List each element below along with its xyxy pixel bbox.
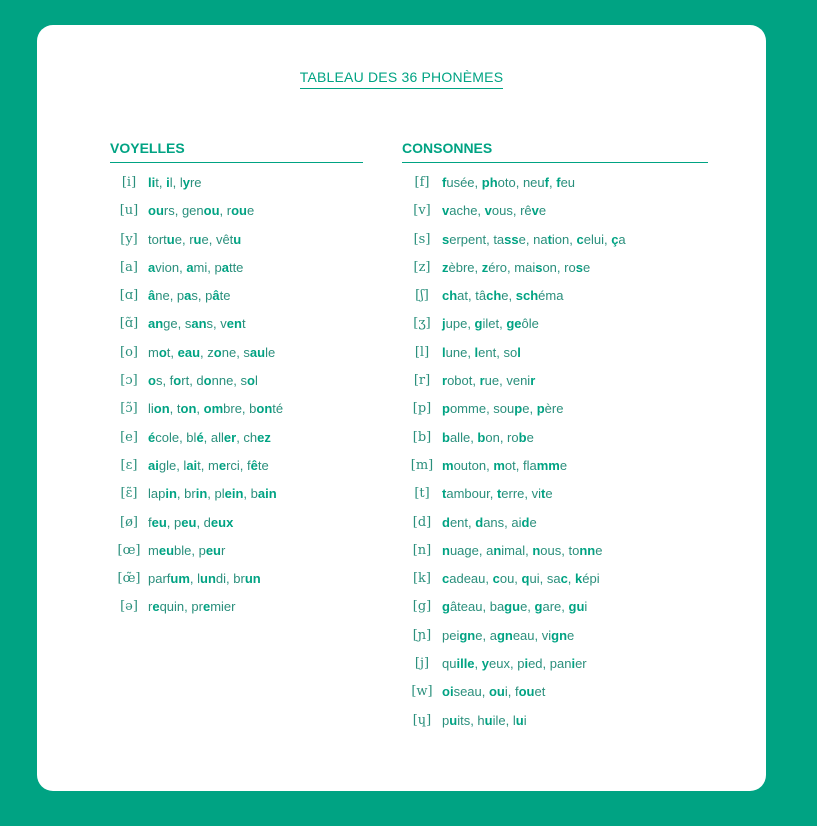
example-words: aigle, lait, merci, fête (148, 457, 269, 473)
phoneme-symbol: [j] (414, 656, 430, 672)
phoneme-row (402, 543, 708, 571)
example-words: zèbre, zéro, maison, rose (442, 259, 591, 275)
phoneme-symbol: [o] (120, 344, 138, 360)
phoneme-row (110, 260, 363, 288)
phoneme-row (110, 430, 363, 458)
phoneme-symbol: [ʃ] (415, 288, 429, 304)
phoneme-row (402, 345, 708, 373)
phoneme-row (402, 401, 708, 429)
phoneme-row (402, 373, 708, 401)
phoneme-symbol: [a] (120, 259, 138, 275)
title-wrap (37, 69, 766, 89)
phoneme-row (402, 175, 708, 203)
phoneme-row (402, 260, 708, 288)
example-words: tortue, rue, vêtu (148, 231, 242, 247)
phoneme-symbol: [ʒ] (413, 316, 431, 332)
phoneme-symbol: [g] (412, 599, 432, 615)
phoneme-symbol: [ɑ̃] (119, 316, 139, 332)
phoneme-symbol: [v] (413, 203, 431, 219)
phoneme-symbol: [z] (413, 259, 431, 275)
example-words: fusée, photo, neuf, feu (442, 175, 576, 190)
voyelles-heading: VOYELLES (110, 140, 363, 163)
consonnes-column (402, 140, 708, 741)
example-words: meuble, peur (148, 542, 226, 558)
phoneme-symbol: [m] (410, 457, 434, 473)
phoneme-symbol: [ɔ] (120, 373, 138, 389)
phoneme-symbol: [ɔ̃] (120, 401, 138, 417)
voyelles-column (110, 140, 363, 628)
example-words: jupe, gilet, geôle (442, 316, 539, 332)
consonnes-heading: CONSONNES (402, 140, 708, 163)
phoneme-row (110, 543, 363, 571)
example-words: avion, ami, patte (148, 259, 244, 275)
example-words: vache, vous, rêve (442, 203, 547, 219)
phoneme-symbol: [ɥ] (412, 712, 432, 728)
phoneme-row (402, 288, 708, 316)
example-words: école, blé, aller, chez (148, 429, 271, 445)
phoneme-row (110, 288, 363, 316)
example-words: lapin, brin, plein, bain (148, 486, 277, 502)
phoneme-symbol: [ɑ] (119, 288, 139, 304)
phoneme-row (110, 232, 363, 260)
example-words: os, fort, donne, sol (148, 373, 258, 389)
example-words: quille, yeux, pied, panier (442, 656, 587, 672)
phoneme-symbol: [ø] (120, 514, 138, 530)
phoneme-symbol: [p] (412, 401, 432, 417)
example-words: mot, eau, zone, saule (148, 344, 276, 360)
phoneme-row (110, 599, 363, 627)
example-words: parfum, lundi, brun (148, 571, 261, 587)
phoneme-symbol: [t] (414, 486, 430, 502)
phoneme-symbol: [s] (413, 231, 431, 247)
consonnes-list (402, 175, 708, 741)
example-words: requin, premier (148, 599, 236, 615)
phoneme-symbol: [ɲ] (412, 627, 432, 643)
example-words: peigne, agneau, vigne (442, 627, 575, 643)
phoneme-row (402, 430, 708, 458)
phoneme-row (110, 458, 363, 486)
phoneme-row (402, 599, 708, 627)
phoneme-row (110, 175, 363, 203)
example-words: lune, lent, sol (442, 344, 521, 360)
phoneme-symbol: [b] (412, 429, 432, 445)
example-words: cadeau, cou, qui, sac, képi (442, 571, 600, 587)
phoneme-symbol: [ɛ] (120, 457, 138, 473)
phoneme-row (402, 515, 708, 543)
phoneme-row (110, 373, 363, 401)
example-words: ours, genou, roue (148, 203, 255, 219)
phoneme-card (37, 25, 766, 791)
example-words: nuage, animal, nous, tonne (442, 542, 603, 558)
phoneme-symbol: [œ̃] (117, 571, 141, 587)
example-words: lion, ton, ombre, bonté (148, 401, 284, 417)
phoneme-symbol: [l] (414, 344, 430, 360)
phoneme-row (110, 486, 363, 514)
phoneme-symbol: [y] (120, 231, 138, 247)
phoneme-symbol: [e] (120, 429, 138, 445)
example-words: ange, sans, vent (148, 316, 246, 332)
example-words: dent, dans, aide (442, 514, 537, 530)
phoneme-row (110, 203, 363, 231)
phoneme-row (110, 316, 363, 344)
phoneme-row (402, 316, 708, 344)
phoneme-symbol: [r] (413, 373, 431, 389)
phoneme-symbol: [u] (119, 203, 139, 219)
phoneme-symbol: [w] (411, 684, 433, 700)
phoneme-row (402, 656, 708, 684)
phoneme-symbol: [d] (412, 514, 432, 530)
example-words: balle, bon, robe (442, 429, 534, 445)
phoneme-row (402, 232, 708, 260)
phoneme-row (402, 571, 708, 599)
example-words: mouton, mot, flamme (442, 457, 568, 473)
example-words: gâteau, bague, gare, gui (442, 599, 588, 615)
example-words: feu, peu, deux (148, 514, 234, 530)
phoneme-row (402, 203, 708, 231)
voyelles-list (110, 175, 363, 628)
phoneme-symbol: [n] (412, 542, 432, 558)
example-words: chat, tâche, schéma (442, 288, 564, 304)
phoneme-row (402, 684, 708, 712)
phoneme-row (402, 713, 708, 741)
example-words: pomme, soupe, père (442, 401, 564, 417)
phoneme-row (110, 571, 363, 599)
phoneme-row (110, 345, 363, 373)
phoneme-row (110, 401, 363, 429)
example-words: serpent, tasse, nation, celui, ça (442, 231, 626, 247)
phoneme-row (402, 458, 708, 486)
phoneme-row (110, 515, 363, 543)
phoneme-symbol: [œ] (117, 542, 141, 558)
example-words: lit, il, lyre (148, 175, 202, 190)
phoneme-symbol: [f] (414, 175, 430, 190)
example-words: âne, pas, pâte (148, 288, 231, 304)
example-words: robot, rue, venir (442, 373, 536, 389)
phoneme-symbol: [ə] (120, 599, 138, 615)
example-words: tambour, terre, vite (442, 486, 553, 502)
phoneme-symbol: [i] (121, 175, 137, 190)
phoneme-symbol: [ɛ̃] (120, 486, 138, 502)
phoneme-row (402, 486, 708, 514)
phoneme-row (402, 628, 708, 656)
example-words: puits, huile, lui (442, 712, 527, 728)
page-title: TABLEAU DES 36 PHONÈMES (300, 69, 504, 89)
phoneme-symbol: [k] (412, 571, 432, 587)
example-words: oiseau, oui, fouet (442, 684, 546, 700)
